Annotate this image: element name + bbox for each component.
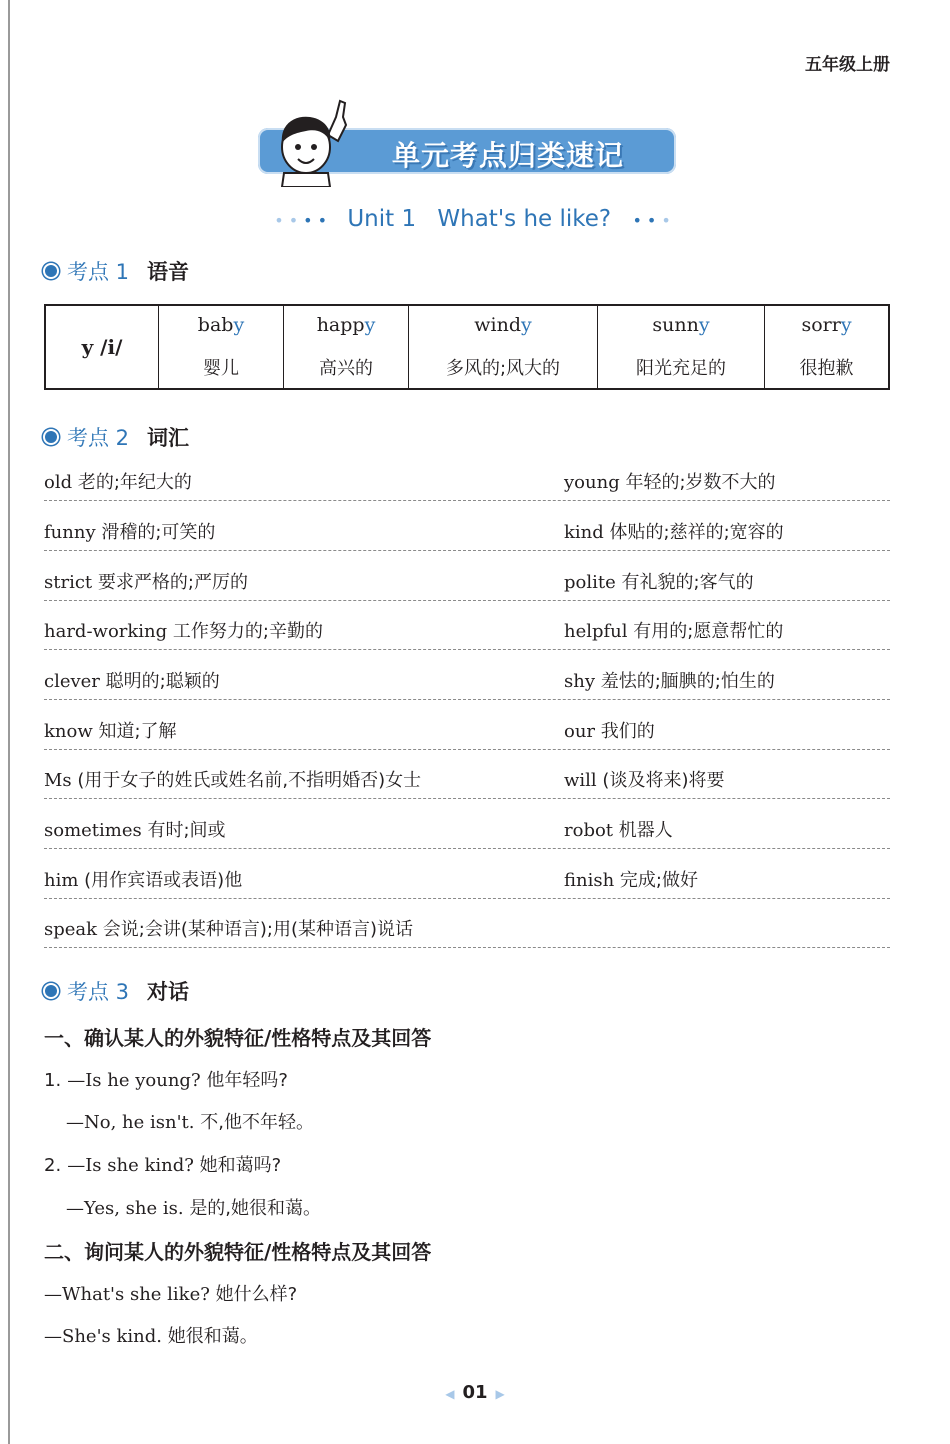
word-stem: sunn: [652, 314, 699, 336]
word-highlight: y: [521, 314, 532, 336]
vocab-word: young: [564, 472, 620, 493]
word-highlight: y: [233, 314, 245, 336]
vocab-meaning: 年轻的;岁数不大的: [625, 472, 776, 493]
section-name: 词汇: [147, 426, 190, 450]
vocab-word: finish: [564, 870, 615, 891]
item-number: 2.: [44, 1155, 62, 1176]
dialogue-en: —What's she like?: [44, 1284, 210, 1305]
word-meaning: 很抱歉: [799, 358, 854, 379]
dialogue-en: —Is she kind?: [67, 1155, 194, 1176]
word-meaning: 阳光充足的: [636, 358, 726, 379]
vocab-meaning: 会说;会讲(某种语言);用(某种语言)说话: [102, 919, 414, 940]
vocab-word: kind: [564, 522, 604, 543]
vocab-row: [44, 866, 890, 899]
unit-heading: [0, 206, 950, 232]
vocab-meaning: 知道;了解: [98, 721, 177, 742]
section-1-heading: [45, 256, 189, 286]
decor-dots-left: ••••: [274, 211, 332, 230]
dialogue-subheading-2: 二、询问某人的外貌特征/性格特点及其回答: [44, 1240, 432, 1264]
vocab-word: shy: [564, 671, 595, 692]
vocab-meaning: 羞怯的;腼腆的;怕生的: [600, 671, 775, 692]
page-number: [0, 1382, 950, 1403]
phonics-table: [44, 304, 890, 390]
vocab-meaning: 完成;做好: [619, 870, 698, 891]
banner-title: 单元考点归类速记: [391, 139, 624, 172]
vocab-word: helpful: [564, 621, 628, 642]
vocab-word: know: [44, 721, 93, 742]
vocab-meaning: 机器人: [618, 820, 673, 841]
section-name: 语音: [147, 260, 190, 284]
vocab-word: funny: [44, 522, 96, 543]
vocab-row: [44, 915, 890, 948]
vocab-meaning: (用作宾语或表语)他: [84, 870, 243, 891]
phonics-symbol: y /i/: [45, 305, 159, 389]
word-stem: sorr: [801, 314, 841, 336]
dialogue-cn: 她什么样?: [215, 1284, 298, 1305]
dialogue-line: [44, 1280, 297, 1306]
vocab-meaning: 要求严格的;严厉的: [97, 572, 248, 593]
vocab-word: robot: [564, 820, 614, 841]
word-meaning: 多风的;风大的: [445, 358, 561, 379]
dialogue-line: [44, 1066, 288, 1092]
dialogue-line: [66, 1108, 314, 1134]
section-2-heading: [45, 422, 189, 452]
page-number-text: 01: [462, 1382, 488, 1403]
bullet-icon: [45, 265, 57, 277]
dialogue-line: [44, 1151, 281, 1177]
vocab-meaning: 有时;间或: [147, 820, 226, 841]
dialogue-cn: 不,他不年轻。: [200, 1112, 314, 1133]
word-stem: wind: [474, 314, 521, 336]
vocab-meaning: (谈及将来)将要: [602, 770, 725, 791]
section-number: 考点 1: [67, 260, 130, 284]
phonics-word-cell: [409, 305, 598, 389]
unit-label: Unit 1: [347, 206, 417, 232]
vocab-word: our: [564, 721, 596, 742]
word-meaning: 高兴的: [319, 358, 373, 379]
phonics-word-cell: [159, 305, 284, 389]
vocab-meaning: 我们的: [600, 721, 655, 742]
vocab-word: old: [44, 472, 73, 493]
word-highlight: y: [364, 314, 376, 336]
vocab-row: [44, 617, 890, 650]
section-number: 考点 3: [67, 980, 130, 1004]
boy-pointing-icon: [266, 95, 356, 187]
bullet-icon: [45, 985, 57, 997]
vocab-word: speak: [44, 919, 98, 940]
arrow-left-icon: ◀: [445, 1387, 455, 1401]
word-meaning: 婴儿: [203, 358, 239, 379]
dialogue-en: —No, he isn't.: [66, 1112, 195, 1133]
bullet-icon: [45, 431, 57, 443]
item-number: 1.: [44, 1070, 62, 1091]
phonics-word-cell: [598, 305, 765, 389]
vocab-word: will: [564, 770, 597, 791]
phonics-word-cell: [765, 305, 890, 389]
section-3-heading: [45, 976, 189, 1006]
word-stem: happ: [316, 314, 365, 336]
word-highlight: y: [840, 314, 852, 336]
vocab-word: hard-working: [44, 621, 168, 642]
vocab-word: clever: [44, 671, 100, 692]
vocab-word: strict: [44, 572, 93, 593]
vocab-word: polite: [564, 572, 616, 593]
dialogue-subheading-1: 一、确认某人的外貌特征/性格特点及其回答: [44, 1026, 432, 1050]
vocab-row: [44, 766, 890, 799]
arrow-right-icon: ▶: [495, 1387, 505, 1401]
phonics-word-cell: [284, 305, 409, 389]
vocab-meaning: 有用的;愿意帮忙的: [633, 621, 784, 642]
dialogue-en: —Yes, she is.: [66, 1198, 184, 1219]
word-highlight: y: [698, 314, 710, 336]
section-number: 考点 2: [67, 426, 130, 450]
vocab-word: him: [44, 870, 79, 891]
dialogue-cn: 她和蔼吗?: [199, 1155, 282, 1176]
dialogue-line: [66, 1194, 321, 1220]
grade-label: 五年级上册: [805, 55, 890, 75]
vocab-meaning: (用于女子的姓氏或姓名前,不指明婚否)女士: [77, 770, 422, 791]
vocab-word: Ms: [44, 770, 72, 791]
vocab-row: [44, 568, 890, 601]
vocab-meaning: 工作努力的;辛勤的: [172, 621, 323, 642]
vocab-row: [44, 518, 890, 551]
vocab-meaning: 体贴的;慈祥的;宽容的: [609, 522, 784, 543]
vocab-row: [44, 667, 890, 700]
vocab-meaning: 有礼貌的;客气的: [621, 572, 754, 593]
vocab-word: sometimes: [44, 820, 142, 841]
dialogue-cn: 他年轻吗?: [206, 1070, 288, 1091]
vocab-meaning: 老的;年纪大的: [77, 472, 192, 493]
vocab-row: [44, 468, 890, 501]
vocab-meaning: 聪明的;聪颖的: [105, 671, 220, 692]
dialogue-en: —Is he young?: [67, 1070, 201, 1091]
vocab-meaning: 滑稽的;可笑的: [101, 522, 216, 543]
unit-question: What's he like?: [437, 206, 612, 232]
vocab-row: [44, 717, 890, 750]
dialogue-cn: 她很和蔼。: [167, 1326, 258, 1347]
dialogue-line: [44, 1322, 258, 1348]
word-stem: bab: [197, 314, 234, 336]
section-name: 对话: [147, 980, 190, 1004]
dialogue-en: —She's kind.: [44, 1326, 162, 1347]
dialogue-cn: 是的,她很和蔼。: [189, 1198, 322, 1219]
decor-dots-right: •••: [632, 211, 676, 230]
vocab-row: [44, 816, 890, 849]
